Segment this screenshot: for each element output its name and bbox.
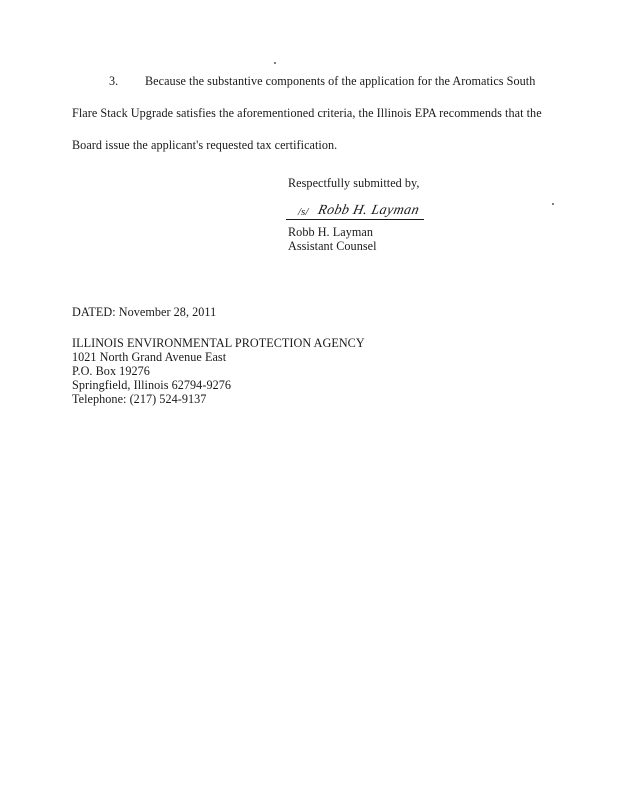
signer-name: Robb H. Layman xyxy=(288,225,373,239)
scan-speck xyxy=(552,203,554,205)
signature-line xyxy=(286,219,424,220)
agency-city: Springfield, Illinois 62794-9276 xyxy=(72,378,232,392)
agency-telephone: Telephone: (217) 524-9137 xyxy=(72,392,207,406)
paragraph-line-2: Flare Stack Upgrade satisfies the aforementioned criteria, the Illinois EPA recommends that the xyxy=(72,106,542,120)
agency-street: 1021 North Grand Avenue East xyxy=(72,350,227,364)
agency-name: ILLINOIS ENVIRONMENTAL PROTECTION AGENCY xyxy=(72,336,365,350)
signature-prefix: /s/ xyxy=(298,206,309,218)
paragraph-line-1: Because the substantive components of the application for the Aromatics South xyxy=(145,74,536,88)
signature xyxy=(286,203,426,221)
paragraph-line-3: Board issue the applicant's requested tax certification. xyxy=(72,138,338,152)
signature-script: Robb H. Layman xyxy=(316,203,421,218)
paragraph-number: 3. xyxy=(109,74,119,88)
closing-text: Respectfully submitted by, xyxy=(288,176,420,190)
signer-title: Assistant Counsel xyxy=(288,239,377,253)
agency-po-box: P.O. Box 19276 xyxy=(72,364,150,378)
dated-line: DATED: November 28, 2011 xyxy=(72,305,217,319)
scan-speck xyxy=(274,62,276,64)
